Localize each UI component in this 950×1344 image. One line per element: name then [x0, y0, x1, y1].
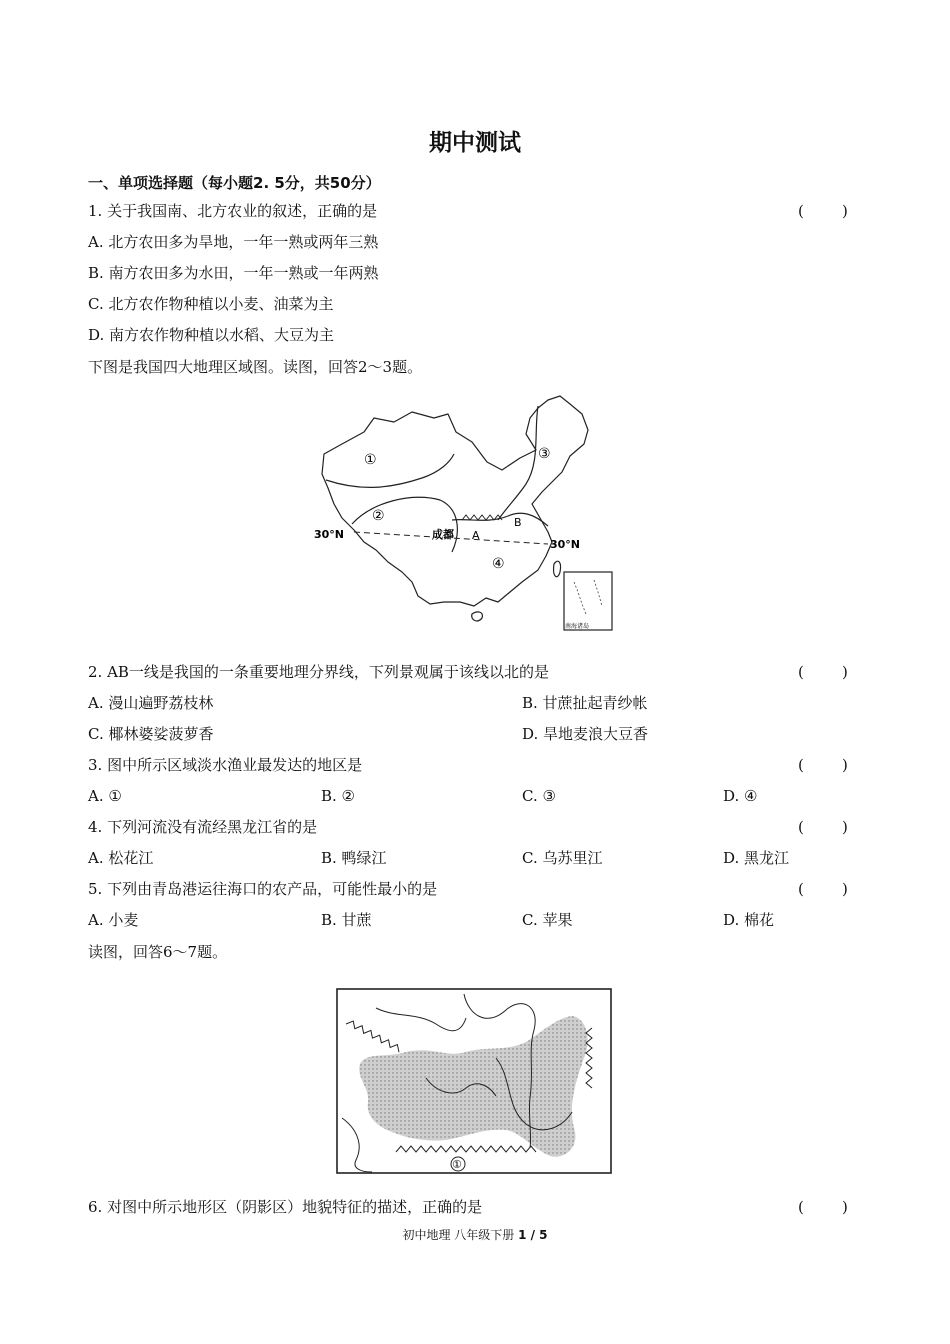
question-3-option-a: A. ①	[88, 787, 122, 805]
answer-paren: ( )	[798, 818, 848, 836]
question-2-option-d: D. 旱地麦浪大豆香	[522, 725, 649, 743]
question-2-option-b: B. 甘蔗扯起青纱帐	[522, 694, 648, 712]
question-1-stem: 1. 关于我国南、北方农业的叙述，正确的是	[88, 202, 378, 220]
question-2-stem: 2. AB一线是我国的一条重要地理分界线，下列景观属于该线以北的是	[88, 663, 549, 681]
region-1-label: ①	[364, 452, 377, 468]
answer-paren: ( )	[798, 663, 848, 681]
question-4-stem: 4. 下列河流没有流经黑龙江省的是	[88, 818, 318, 836]
hainan-island	[472, 612, 483, 621]
question-4-option-c: C. 乌苏里江	[522, 849, 603, 867]
answer-paren: ( )	[798, 1198, 848, 1216]
map2-label-1: ①	[452, 1158, 462, 1171]
region-4-label: ④	[492, 556, 505, 572]
question-1-option-c: C. 北方农作物种植以小麦、油菜为主	[88, 295, 334, 313]
answer-paren: ( )	[798, 756, 848, 774]
question-3-stem: 3. 图中所示区域淡水渔业最发达的地区是	[88, 756, 363, 774]
answer-paren: ( )	[798, 880, 848, 898]
point-b-label: B	[514, 516, 522, 529]
region-3-label: ③	[538, 446, 551, 462]
question-1-option-a: A. 北方农田多为旱地，一年一熟或两年三熟	[88, 233, 379, 251]
question-5-option-d: D. 棉花	[723, 911, 775, 929]
answer-paren: ( )	[798, 202, 848, 220]
region-1-boundary	[326, 454, 454, 487]
question-3-option-b: B. ②	[321, 787, 356, 805]
question-2-option-a: A. 漫山遍野荔枝林	[88, 694, 214, 712]
taiwan-island	[554, 561, 561, 576]
question-4-option-b: B. 鸭绿江	[321, 849, 387, 867]
latitude-label-left: 30°N	[314, 528, 345, 541]
question-5-option-b: B. 甘蔗	[321, 911, 372, 929]
question-4-option-d: D. 黑龙江	[723, 849, 790, 867]
inset-label: 南海诸岛	[565, 623, 590, 630]
page-title: 期中测试	[429, 130, 521, 156]
china-outline	[322, 396, 588, 606]
footer-text: 初中地理 八年级下册	[402, 1228, 519, 1242]
south-sea-inset	[564, 572, 612, 630]
page-footer	[0, 1226, 950, 1243]
question-4-option-a: A. 松花江	[88, 849, 154, 867]
page-number: 1 / 5	[518, 1228, 548, 1242]
question-1-option-b: B. 南方农田多为水田，一年一熟或一年两熟	[88, 264, 379, 282]
chengdu-label: 成都	[432, 528, 454, 541]
question-6-stem: 6. 对图中所示地形区（阴影区）地貌特征的描述，正确的是	[88, 1198, 483, 1216]
plateau-region-map	[336, 988, 612, 1174]
question-1-option-d: D. 南方农作物种植以水稻、大豆为主	[88, 326, 335, 344]
region-2-label: ②	[372, 508, 385, 524]
question-5-option-c: C. 苹果	[522, 911, 573, 929]
question-5-stem: 5. 下列由青岛港运往海口的农产品，可能性最小的是	[88, 880, 438, 898]
question-3-option-d: D. ④	[723, 787, 758, 805]
region-2-boundary	[352, 497, 457, 552]
question-2-option-c: C. 椰林婆娑菠萝香	[88, 725, 214, 743]
region-3-boundary	[498, 406, 538, 520]
map-intro-2-3: 下图是我国四大地理区域图。读图，回答2～3题。	[88, 358, 423, 376]
section-heading: 一、单项选择题（每小题2. 5分，共50分）	[88, 174, 381, 192]
map-intro-6-7: 读图，回答6～7题。	[88, 943, 228, 961]
china-regions-map	[312, 392, 622, 634]
latitude-label-right: 30°N	[550, 538, 581, 551]
point-a-label: A	[472, 529, 480, 542]
question-3-option-c: C. ③	[522, 787, 556, 805]
question-5-option-a: A. 小麦	[88, 911, 139, 929]
